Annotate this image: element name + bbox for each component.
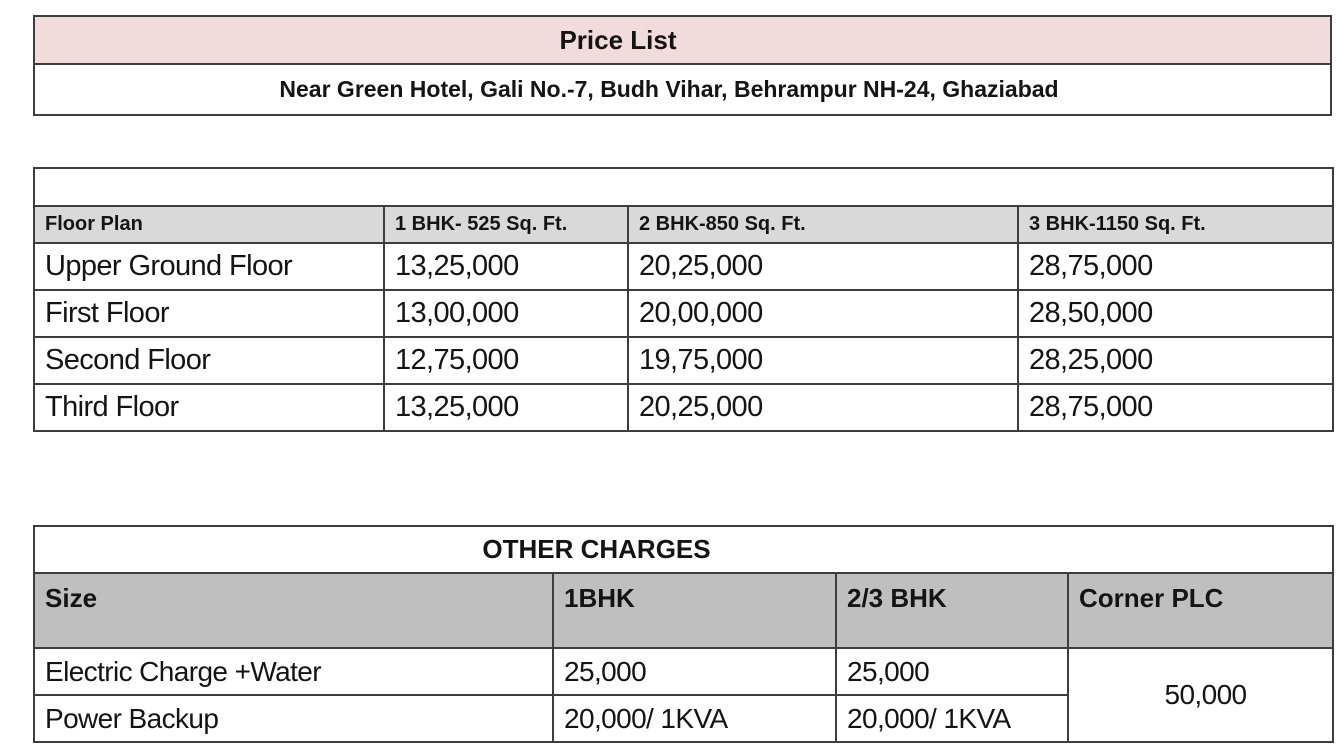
- price-list-document: [33, 15, 1332, 743]
- floor-name-cell: Upper Ground Floor: [34, 243, 384, 290]
- charge-name-cell: Electric Charge +Water: [34, 648, 553, 695]
- col-header-1bhk: 1BHK: [553, 573, 836, 648]
- floor-name-cell: Second Floor: [34, 337, 384, 384]
- title-row: [34, 16, 1331, 64]
- price-cell: 19,75,000: [628, 337, 1018, 384]
- charges-header-row: [34, 573, 1333, 648]
- col-header-size: Size: [34, 573, 553, 648]
- other-charges-title: OTHER CHARGES: [34, 526, 1333, 573]
- table-row: [34, 243, 1333, 290]
- price-cell: 13,25,000: [384, 384, 628, 431]
- price-cell: 28,75,000: [1018, 243, 1333, 290]
- price-cell: 13,00,000: [384, 290, 628, 337]
- other-charges-title-row: [34, 526, 1333, 573]
- col-header-2bhk: 2 BHK-850 Sq. Ft.: [628, 206, 1018, 243]
- price-table-header-row: [34, 206, 1333, 243]
- spacer-cell: [34, 168, 1333, 206]
- price-cell: 20,00,000: [628, 290, 1018, 337]
- address-line: Near Green Hotel, Gali No.-7, Budh Vihar, Behrampur NH-24, Ghaziabad: [34, 64, 1331, 115]
- charge-value-cell: 25,000: [553, 648, 836, 695]
- charge-value-cell: 20,000/ 1KVA: [836, 695, 1068, 742]
- floor-price-table: [33, 167, 1334, 432]
- price-cell: 20,25,000: [628, 243, 1018, 290]
- floor-name-cell: Third Floor: [34, 384, 384, 431]
- floor-name-cell: First Floor: [34, 290, 384, 337]
- col-header-floor-plan: Floor Plan: [34, 206, 384, 243]
- price-cell: 13,25,000: [384, 243, 628, 290]
- col-header-2-3bhk: 2/3 BHK: [836, 573, 1068, 648]
- page-title: Price List: [34, 16, 1331, 64]
- price-cell: 20,25,000: [628, 384, 1018, 431]
- other-charges-table: [33, 525, 1334, 743]
- col-header-3bhk: 3 BHK-1150 Sq. Ft.: [1018, 206, 1333, 243]
- charge-name-cell: Power Backup: [34, 695, 553, 742]
- price-cell: 28,50,000: [1018, 290, 1333, 337]
- corner-plc-value-cell: 50,000: [1068, 648, 1333, 742]
- price-cell: 12,75,000: [384, 337, 628, 384]
- price-cell: 28,75,000: [1018, 384, 1333, 431]
- table-row: [34, 384, 1333, 431]
- header-table: [33, 15, 1332, 116]
- table-row: [34, 648, 1333, 695]
- table-row: [34, 337, 1333, 384]
- address-row: [34, 64, 1331, 115]
- charge-value-cell: 25,000: [836, 648, 1068, 695]
- spacer-row: [34, 168, 1333, 206]
- table-row: [34, 290, 1333, 337]
- col-header-1bhk: 1 BHK- 525 Sq. Ft.: [384, 206, 628, 243]
- charge-value-cell: 20,000/ 1KVA: [553, 695, 836, 742]
- col-header-corner-plc: Corner PLC: [1068, 573, 1333, 648]
- price-cell: 28,25,000: [1018, 337, 1333, 384]
